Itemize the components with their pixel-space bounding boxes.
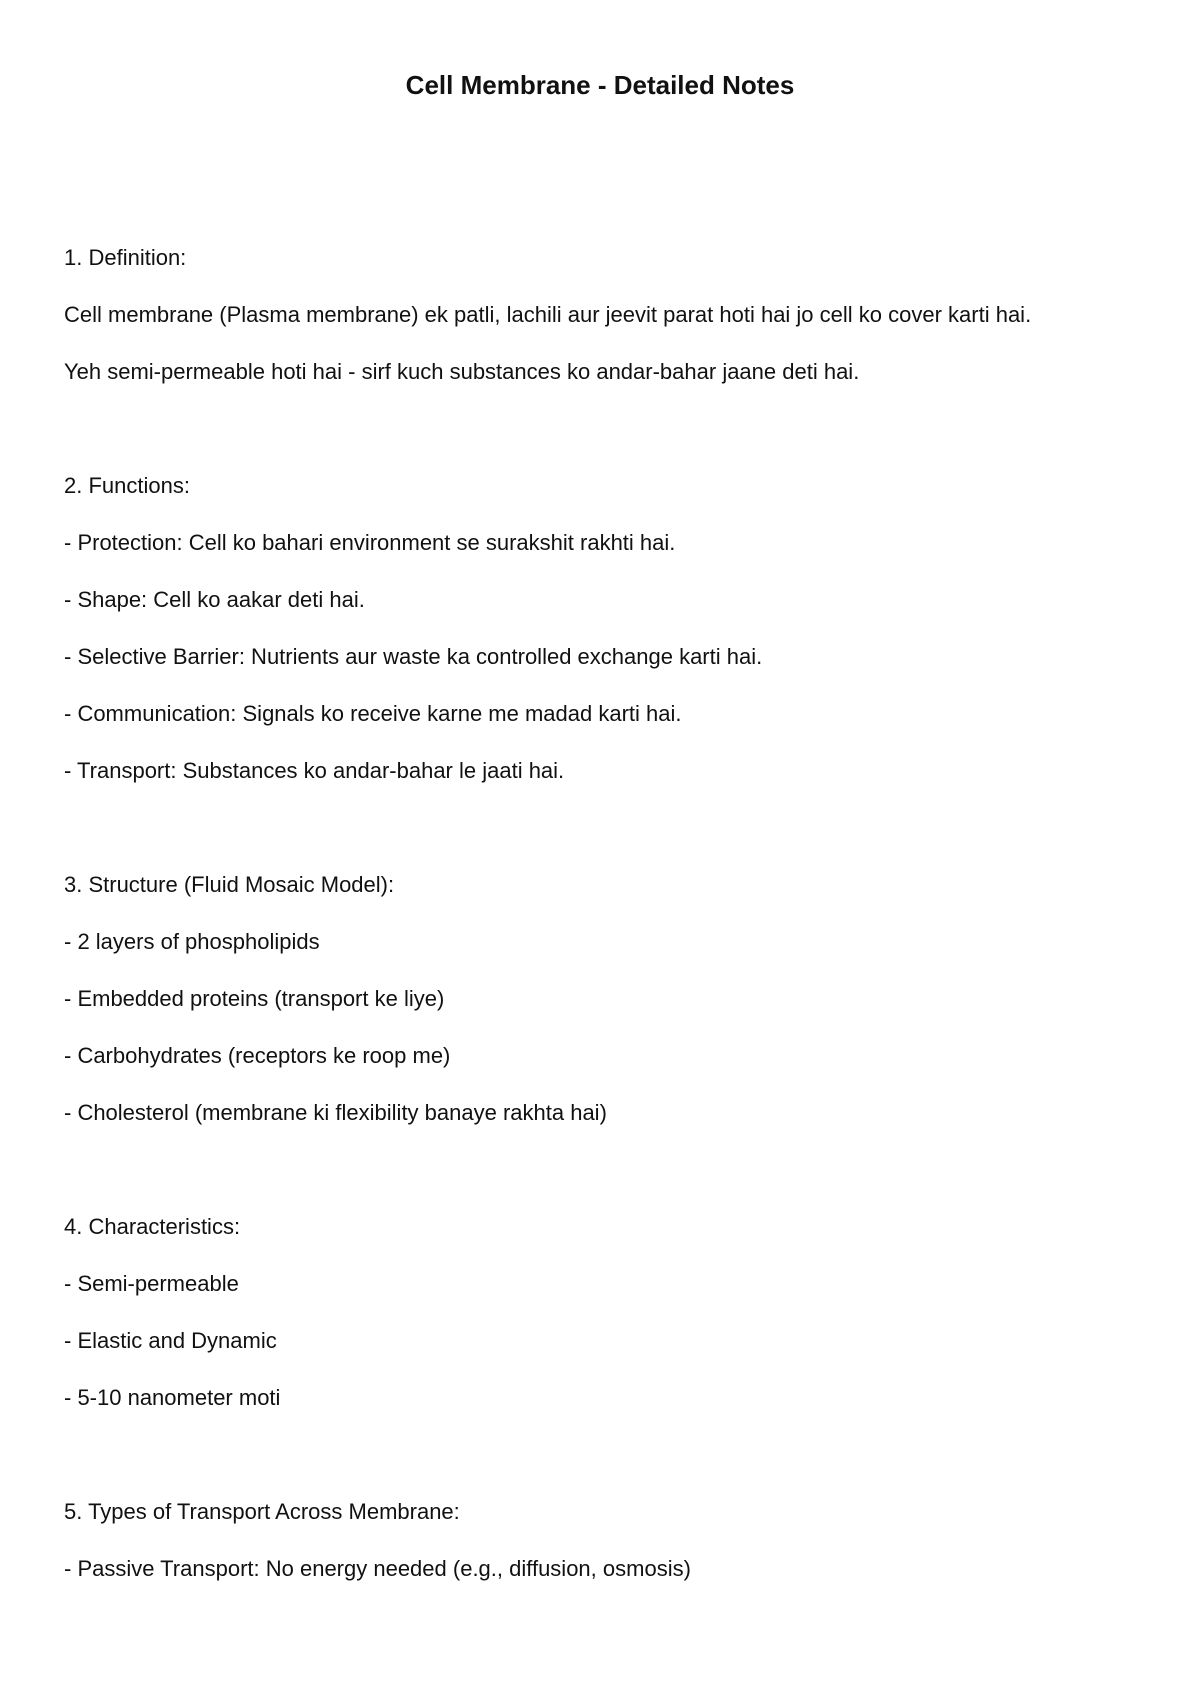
section-heading-structure: 3. Structure (Fluid Mosaic Model): <box>64 872 395 897</box>
characteristic-item: - 5-10 nanometer moti <box>64 1385 281 1410</box>
section-heading-functions: 2. Functions: <box>64 473 190 498</box>
section-heading-transport-types: 5. Types of Transport Across Membrane: <box>64 1499 460 1524</box>
definition-line: Cell membrane (Plasma membrane) ek patli, lachili aur jeevit parat hoti hai jo cell ko cover karti hai. <box>64 302 1032 327</box>
section-heading-definition: 1. Definition: <box>64 245 187 270</box>
page-title: Cell Membrane - Detailed Notes <box>405 70 795 100</box>
structure-item: - Carbohydrates (receptors ke roop me) <box>64 1043 451 1068</box>
transport-type-item: - Passive Transport: No energy needed (e.g., diffusion, osmosis) <box>64 1556 691 1581</box>
definition-line: Yeh semi-permeable hoti hai - sirf kuch substances ko andar-bahar jaane deti hai. <box>64 359 860 384</box>
characteristic-item: - Elastic and Dynamic <box>64 1328 277 1353</box>
function-item: - Transport: Substances ko andar-bahar le jaati hai. <box>64 758 565 783</box>
structure-item: - 2 layers of phospholipids <box>64 929 320 954</box>
characteristic-item: - Semi-permeable <box>64 1271 239 1296</box>
function-item: - Protection: Cell ko bahari environment se surakshit rakhti hai. <box>64 530 676 555</box>
structure-item: - Cholesterol (membrane ki flexibility banaye rakhta hai) <box>64 1100 607 1125</box>
function-item: - Communication: Signals ko receive karne me madad karti hai. <box>64 701 682 726</box>
section-heading-characteristics: 4. Characteristics: <box>64 1214 241 1239</box>
structure-item: - Embedded proteins (transport ke liye) <box>64 986 445 1011</box>
function-item: - Shape: Cell ko aakar deti hai. <box>64 587 365 612</box>
function-item: - Selective Barrier: Nutrients aur waste ka controlled exchange karti hai. <box>64 644 763 669</box>
